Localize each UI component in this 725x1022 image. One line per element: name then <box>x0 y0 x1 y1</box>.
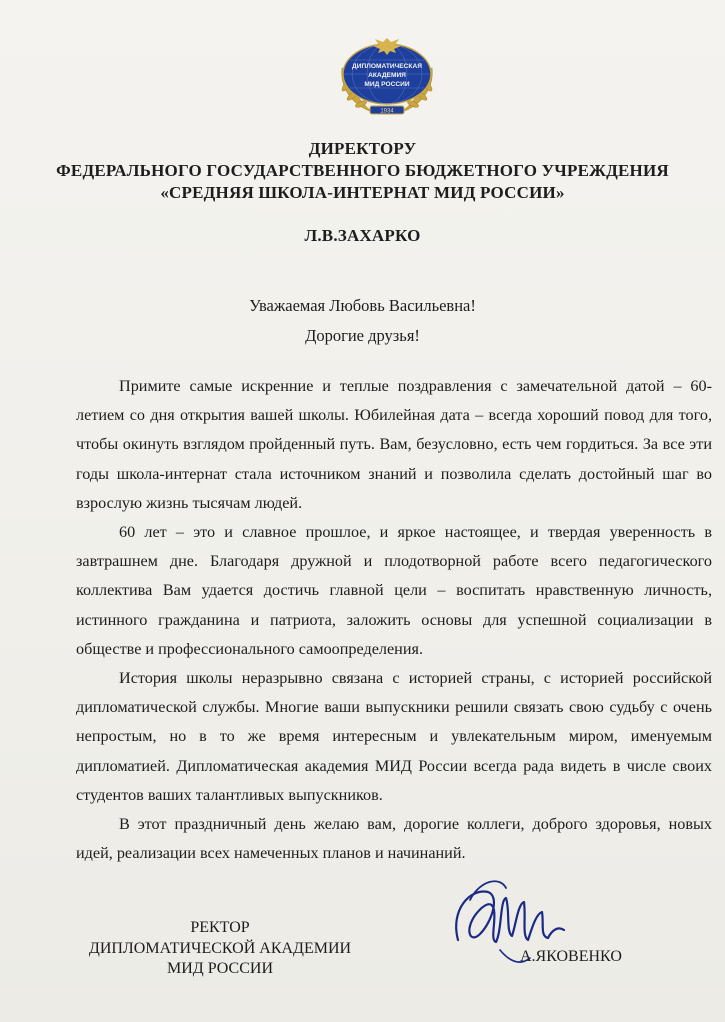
rector-title-line1: РЕКТОР <box>190 919 250 936</box>
body-paragraph: В этот праздничный день желаю вам, дорогие коллеги, доброго здоровья, новых идей, реализации всех намеченных планов и начинаний. <box>76 815 712 863</box>
greeting-salutation: Уважаемая Любовь Васильевна! <box>249 296 476 315</box>
emblem-year: 1934 <box>380 108 394 115</box>
addressee-name: Л.В.ЗАХАРКО <box>304 226 421 245</box>
emblem-text-line1: ДИПЛОМАТИЧЕСКАЯ <box>352 63 422 70</box>
rector-title-block <box>70 918 370 980</box>
rector-title-line2: ДИПЛОМАТИЧЕСКОЙ АКАДЕМИИ <box>88 939 352 957</box>
body-paragraph: История школы неразрывно связана с историей страны, с историей российской дипломатической службы. Многие ваши выпускники решили связать свою судьбу с очень непростым, но в то же время интересным и увлекательным миром, именуемым дипломатией. Дипломатическая академия МИД России всегда рада видеть в числе своих студентов ваших талантливых выпускников. <box>76 669 712 804</box>
rector-title-line3: МИД РОССИИ <box>167 960 273 977</box>
signer-name: А.ЯКОВЕНКО <box>520 948 622 965</box>
addressee-title: ДИРЕКТОРУ <box>308 139 417 158</box>
emblem-text-line2: АКАДЕМИЯ <box>368 72 406 79</box>
body-paragraph: Примите самые искренние и теплые поздравления с замечательной датой – 60-летием со дня открытия вашей школы. Юбилейная дата – всегда хороший повод для того, чтобы окинуть взглядом пройденный путь. Вам, безусловно, есть чем гордиться. За все эти годы школа-интернат стала источником знаний и позволила сделать достойный шаг во взрослую жизнь тысячам людей. <box>76 377 712 512</box>
academy-emblem-logo <box>332 28 442 120</box>
greeting-friends: Дорогие друзья! <box>305 326 420 345</box>
letter-body <box>76 372 712 868</box>
body-paragraph: 60 лет – это и славное прошлое, и яркое настоящее, и твердая уверенность в завтрашнем дне. Благодаря дружной и плодотворной работе всего педагогического коллектива Вам удается достичь главной цели – воспитать нравственную личность, истинного гражданина и патриота, заложить основы для успешной социализации в обществе и профессионального самоопределения. <box>76 523 712 658</box>
addressee-school-name: «СРЕДНЯЯ ШКОЛА-ИНТЕРНАТ МИД РОССИИ» <box>160 183 565 202</box>
emblem-text-line3: МИД РОССИИ <box>364 81 410 88</box>
addressee-institution-line: ФЕДЕРАЛЬНОГО ГОСУДАРСТВЕННОГО БЮДЖЕТНОГО УЧРЕЖДЕНИЯ <box>56 161 669 180</box>
